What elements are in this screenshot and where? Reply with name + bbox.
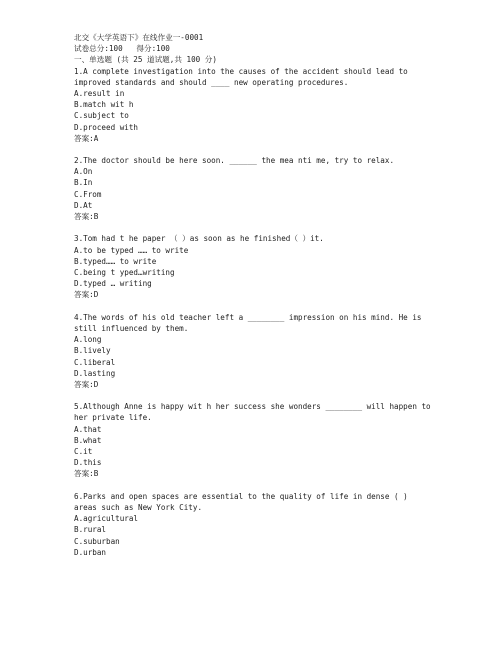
score-line: 试卷总分:100 得分:100 xyxy=(74,44,170,54)
question-1 xyxy=(74,66,434,144)
answer: 答案:B xyxy=(74,469,99,479)
option-a: A.On xyxy=(74,167,93,177)
option-d: D.proceed with xyxy=(74,122,139,132)
answer: 答案:D xyxy=(74,379,99,389)
option-c: C.being t yped…writing xyxy=(74,268,175,277)
option-d: D.lasting xyxy=(74,368,116,378)
option-d: D.At xyxy=(74,200,93,210)
question-text: 2.The doctor should be here soon. ______ the mea nti me, try to relax. xyxy=(74,156,395,166)
question-2 xyxy=(74,155,434,222)
option-d: D.urban xyxy=(74,547,107,557)
answer: 答案:D xyxy=(74,290,99,300)
option-c: C.liberal xyxy=(74,357,116,367)
question-4 xyxy=(74,312,434,390)
option-b: B.match wit h xyxy=(74,100,134,110)
option-b: B.lively xyxy=(74,346,111,356)
option-a: A.to be typed …… to write xyxy=(74,245,189,255)
option-d: D.typed … writing xyxy=(74,279,152,289)
option-a: A.that xyxy=(74,424,102,434)
option-a: A.result in xyxy=(74,88,125,98)
question-text: 5.Although Anne is happy wit h her success she wonders ________ will happen to her private life. xyxy=(74,402,431,423)
option-c: C.subject to xyxy=(74,111,129,121)
answer: 答案:B xyxy=(74,212,99,222)
document-page xyxy=(74,32,434,558)
option-b: B.rural xyxy=(74,525,107,535)
option-c: C.it xyxy=(74,447,93,457)
option-b: B.what xyxy=(74,435,102,445)
question-text: 4.The words of his old teacher left a ________ impression on his mind. He is still influenced by them. xyxy=(74,312,422,333)
document-title: 北交《大学英语下》在线作业一-0001 xyxy=(74,33,204,42)
section-heading: 一、单选题 (共 25 道试题,共 100 分) xyxy=(74,55,217,65)
option-b: B.In xyxy=(74,178,93,188)
question-text: 3.Tom had t he paper （ ）as soon as he finished（ ）it. xyxy=(74,234,324,244)
option-c: C.From xyxy=(74,189,102,199)
option-c: C.suburban xyxy=(74,536,120,546)
option-a: A.agricultural xyxy=(74,514,139,524)
option-d: D.this xyxy=(74,458,102,468)
option-b: B.typed…… to write xyxy=(74,256,157,266)
option-a: A.long xyxy=(74,335,102,345)
question-text: 1.A complete investigation into the causes of the accident should lead to improved standards and should ____ new operating procedures. xyxy=(74,66,408,87)
question-6 xyxy=(74,491,434,558)
question-3 xyxy=(74,233,434,300)
question-text: 6.Parks and open spaces are essential to the quality of life in dense ( ) areas such as New York City. xyxy=(74,491,408,513)
answer: 答案:A xyxy=(74,133,99,143)
question-5 xyxy=(74,401,434,479)
